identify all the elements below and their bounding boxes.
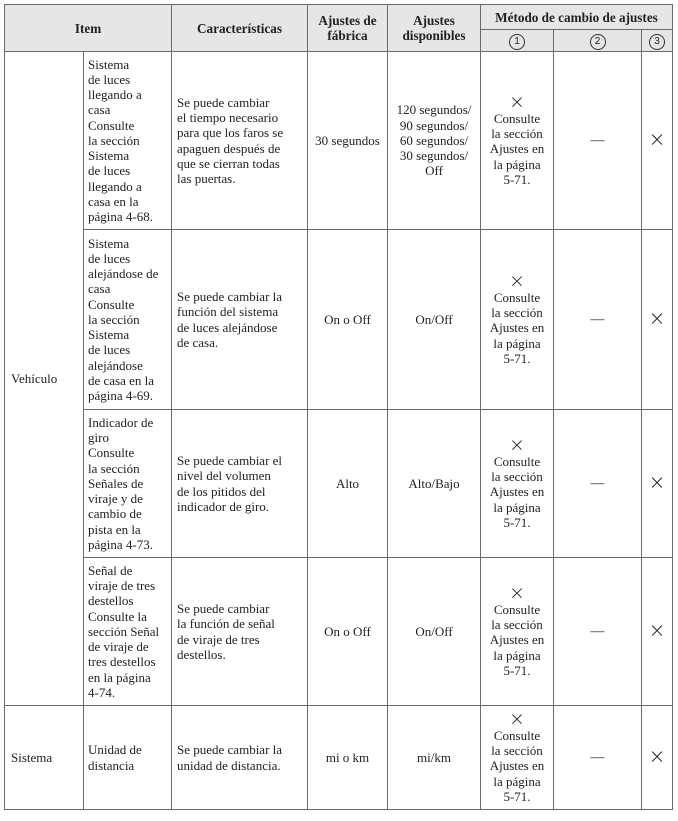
method-2-cell: — bbox=[554, 52, 642, 230]
method-3-cell bbox=[642, 558, 673, 706]
cross-icon: × bbox=[509, 581, 525, 604]
cross-icon: × bbox=[648, 469, 666, 494]
item-cell: Unidad de distancia bbox=[84, 706, 172, 810]
settings-table bbox=[4, 4, 673, 810]
disponibles-cell: On/Off bbox=[388, 230, 481, 410]
header-item: Item bbox=[5, 5, 172, 52]
disponibles-cell: On/Off bbox=[388, 558, 481, 706]
table-row bbox=[5, 230, 673, 410]
method-2-cell: — bbox=[554, 706, 642, 810]
method-2-cell: — bbox=[554, 230, 642, 410]
header-method-1: 1 bbox=[481, 30, 554, 52]
item-cell: Sistema de luces llegando a casa Consulte la sección Sistema de luces llegando a casa en la página 4-68. bbox=[84, 52, 172, 230]
category-vehiculo: Vehículo bbox=[5, 52, 84, 706]
cross-icon: × bbox=[648, 743, 666, 768]
table-row bbox=[5, 52, 673, 230]
table-row bbox=[5, 706, 673, 810]
method-2-cell: — bbox=[554, 410, 642, 558]
header-caracteristicas: Características bbox=[172, 5, 308, 52]
cross-icon: × bbox=[648, 305, 666, 330]
caracteristicas-cell: Se puede cambiar el tiempo necesario para que los faros se apaguen después de que se cierran todas las puertas. bbox=[172, 52, 308, 230]
cross-icon: × bbox=[509, 269, 525, 292]
item-cell: Indicador de giro Consulte la sección Señales de viraje y de cambio de pista en la página 4-73. bbox=[84, 410, 172, 558]
method-3-cell bbox=[642, 52, 673, 230]
method-1-cell: × Consulte la sección Ajustes en la página 5-71. bbox=[481, 52, 554, 230]
fabrica-cell: 30 segundos bbox=[308, 52, 388, 230]
method-2-cell: — bbox=[554, 558, 642, 706]
fabrica-cell: On o Off bbox=[308, 230, 388, 410]
method-1-cell: × Consulte la sección Ajustes en la página 5-71. bbox=[481, 230, 554, 410]
method-1-cell: × Consulte la sección Ajustes en la página 5-71. bbox=[481, 558, 554, 706]
header-method-2: 2 bbox=[554, 30, 642, 52]
category-sistema: Sistema bbox=[5, 706, 84, 810]
cross-icon: × bbox=[648, 617, 666, 642]
caracteristicas-cell: Se puede cambiar el nivel del volumen de los pitidos del indicador de giro. bbox=[172, 410, 308, 558]
caracteristicas-cell: Se puede cambiar la unidad de distancia. bbox=[172, 706, 308, 810]
item-cell: Sistema de luces alejándose de casa Consulte la sección Sistema de luces alejándose de casa en la página 4-69. bbox=[84, 230, 172, 410]
cross-icon: × bbox=[648, 126, 666, 151]
disponibles-cell: 120 segundos/ 90 segundos/ 60 segundos/ 30 segundos/ Off bbox=[388, 52, 481, 230]
caracteristicas-cell: Se puede cambiar la función del sistema de luces alejándose de casa. bbox=[172, 230, 308, 410]
item-cell: Señal de viraje de tres destellos Consulte la sección Señal de viraje de tres destellos en la página 4-74. bbox=[84, 558, 172, 706]
table-row bbox=[5, 558, 673, 706]
header-fabrica: Ajustes de fábrica bbox=[308, 5, 388, 52]
cross-icon: × bbox=[509, 90, 525, 113]
cross-icon: × bbox=[509, 707, 525, 730]
method-3-cell bbox=[642, 706, 673, 810]
disponibles-cell: Alto/Bajo bbox=[388, 410, 481, 558]
table-row bbox=[5, 410, 673, 558]
method-3-cell bbox=[642, 230, 673, 410]
fabrica-cell: On o Off bbox=[308, 558, 388, 706]
fabrica-cell: Alto bbox=[308, 410, 388, 558]
method-1-cell: × Consulte la sección Ajustes en la página 5-71. bbox=[481, 410, 554, 558]
method-3-cell bbox=[642, 410, 673, 558]
cross-icon: × bbox=[509, 433, 525, 456]
method-1-cell: × Consulte la sección Ajustes en la página 5-71. bbox=[481, 706, 554, 810]
disponibles-cell: mi/km bbox=[388, 706, 481, 810]
caracteristicas-cell: Se puede cambiar la función de señal de viraje de tres destellos. bbox=[172, 558, 308, 706]
header-metodo: Método de cambio de ajustes bbox=[481, 5, 673, 30]
fabrica-cell: mi o km bbox=[308, 706, 388, 810]
header-disponibles: Ajustes disponibles bbox=[388, 5, 481, 52]
header-method-3: 3 bbox=[642, 30, 673, 52]
